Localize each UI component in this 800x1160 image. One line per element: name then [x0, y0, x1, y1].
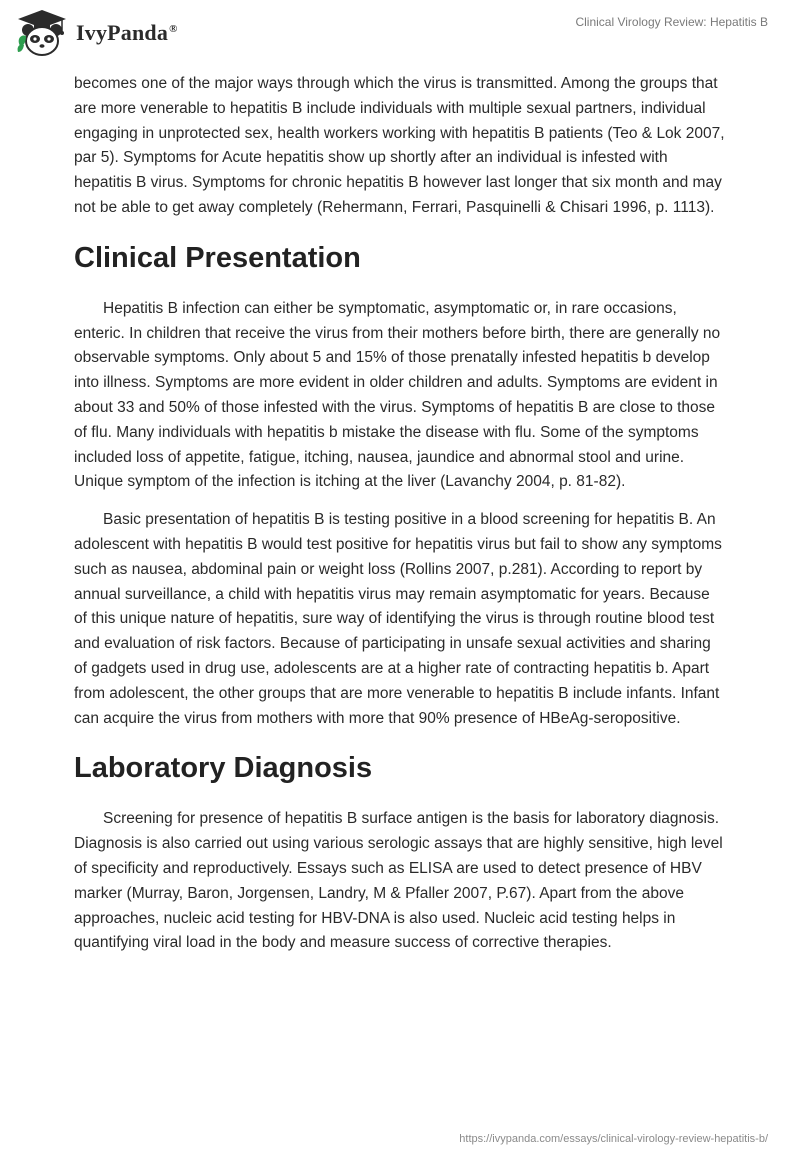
laboratory-diagnosis-paragraph-1: Screening for presence of hepatitis B surface antigen is the basis for laboratory diagnosis. Diagnosis is also carried out using various serologic assays that are highly sensitive, high level of specificity and reproductively. Essays such as ELISA are used to detect presence of HBV marker (Murray, Baron, Jorgensen, Landry, M & Pfaller 2007, P.67). Apart from the above approaches, nucleic acid testing for HBV-DNA is also used. Nucleic acid testing helps in quantifying viral load in the body and measure success of corrective therapies.	[74, 810, 723, 952]
section-heading-clinical-presentation: Clinical Presentation	[74, 241, 361, 274]
essay-content	[74, 72, 726, 969]
ivypanda-logo[interactable]	[14, 8, 178, 58]
intro-paragraph: becomes one of the major ways through which the virus is transmitted. Among the groups that are more venerable to hepatitis B include individuals with multiple sexual partners, individual engaging in unprotected sex, health workers working with hepatitis B patients (Teo & Lok 2007, par 5). Symptoms for Acute hepatitis show up shortly after an individual is infested with hepatitis B virus. Symptoms for chronic hepatitis B however last longer that six month and may not be able to get away completely (Rehermann, Ferrari, Pasquinelli & Chisari 1996, p. 1113).	[74, 75, 725, 216]
page-header	[0, 0, 800, 68]
section-heading-laboratory-diagnosis: Laboratory Diagnosis	[74, 752, 373, 785]
source-url-link[interactable]: https://ivypanda.com/essays/clinical-virology-review-hepatitis-b/	[459, 1133, 768, 1145]
panda-logo-icon	[14, 8, 70, 58]
registered-mark: ®	[169, 22, 178, 35]
clinical-presentation-paragraph-2: Basic presentation of hepatitis B is testing positive in a blood screening for hepatitis B. An adolescent with hepatitis B would test positive for hepatitis virus but fail to show any symptoms such as nausea, abdominal pain or weight loss (Rollins 2007, p.281). According to report by annual surveillance, a child with hepatitis virus may remain asymptomatic for years. Because of this unique nature of hepatitis, sure way of identifying the virus is through routine blood test and evaluation of risk factors. Because of participating in unsafe sexual activities and sharing of gadgets used in drug use, adolescents are at a higher rate of contracting hepatitis b. Apart from adolescent, the other groups that are more venerable to hepatitis B include infants. Infant can acquire the virus from mothers with more that 90% presence of HBeAg-seropositive.	[74, 511, 722, 727]
brand-name: IvyPanda®	[76, 20, 178, 45]
clinical-presentation-paragraph-1: Hepatitis B infection can either be symptomatic, asymptomatic or, in rare occasions, enteric. In children that receive the virus from their mothers before birth, there are generally no observable symptoms. Only about 5 and 15% of those prenatally infested hepatitis b develop into illness. Symptoms are more evident in older children and adults. Symptoms are evident in about 33 and 50% of those infested with the virus. Symptoms of hepatitis B are close to those of flu. Many individuals with hepatitis b mistake the disease with flu. Some of the symptoms included loss of appetite, fatigue, itching, nausea, jaundice and abnormal stool and urine. Unique symptom of the infection is itching at the liver (Lavanchy 2004, p. 81-82).	[74, 299, 721, 491]
running-title: Clinical Virology Review: Hepatitis B	[575, 15, 768, 29]
